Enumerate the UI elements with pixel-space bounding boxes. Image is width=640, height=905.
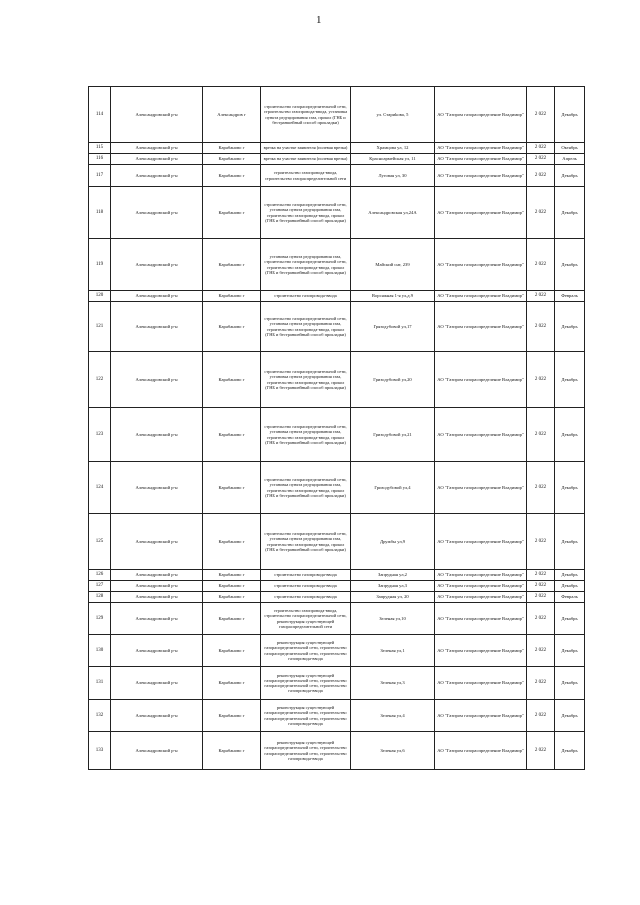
work-type-cell: строительство газораспределительной сети, установка пункта редуцирования газа, строительство газопровода-ввода, прокол (ГНБ и бестраншейный способ прокладки) [261, 514, 351, 570]
owner-cell: АО "Газпром газораспределение Владимир" [435, 570, 527, 581]
district-cell: Александровский р-н [111, 408, 203, 462]
city-cell: Александров г [203, 87, 261, 143]
year-cell: 2 022 [527, 581, 555, 592]
table-row [89, 635, 585, 667]
address-cell: ул. Стариkова, 5 [351, 87, 435, 143]
address-cell: Луговая ул, 30 [351, 165, 435, 187]
month-cell: Декабрь [555, 514, 585, 570]
year-cell: 2 022 [527, 462, 555, 514]
month-cell: Февраль [555, 592, 585, 603]
work-type-cell: строительство газораспределительной сети, строительство газопровода-ввода, установка пункта редуцирования газа, прокол (ГНБ и бестраншейный способ прокладки) [261, 87, 351, 143]
address-cell: Александровская ул,24А [351, 187, 435, 239]
city-cell: Карабаново г [203, 291, 261, 302]
month-cell: Апрель [555, 154, 585, 165]
year-cell: 2 022 [527, 408, 555, 462]
work-type-cell: реконструкция существующей газораспределительной сети, строительство газораспределительной сети, строительство газопровода-ввода [261, 732, 351, 770]
work-type-cell: реконструкция существующей газораспределительной сети, строительство газораспределительной сети, строительство газопровода-ввода [261, 667, 351, 700]
address-cell: Грязодубовой ул,17 [351, 302, 435, 352]
year-cell: 2 022 [527, 239, 555, 291]
city-cell: Карабаново г [203, 667, 261, 700]
year-cell: 2 022 [527, 187, 555, 239]
owner-cell: АО "Газпром газораспределение Владимир" [435, 408, 527, 462]
year-cell: 2 022 [527, 635, 555, 667]
year-cell: 2 022 [527, 291, 555, 302]
address-cell: Гризодубовой ул,20 [351, 352, 435, 408]
district-cell: Александровский р-н [111, 352, 203, 408]
table-row [89, 291, 585, 302]
city-cell: Карабаново г [203, 700, 261, 732]
year-cell: 2 022 [527, 143, 555, 154]
address-cell: Гризодубовой ул,4 [351, 462, 435, 514]
table-row [89, 581, 585, 592]
work-type-cell: строительство газораспределительной сети, установка пункта редуцирования газа, строительство газопровода-ввода, прокол (ГНБ и бестраншейный способ прокладки) [261, 462, 351, 514]
year-cell: 2 022 [527, 352, 555, 408]
district-cell: Александровский р-н [111, 154, 203, 165]
table-row [89, 87, 585, 143]
year-cell: 2 022 [527, 667, 555, 700]
table-row [89, 700, 585, 732]
month-cell: Декабрь [555, 187, 585, 239]
row-number: 130 [89, 635, 111, 667]
owner-cell: АО "Газпром газораспределение Владимир" [435, 514, 527, 570]
owner-cell: АО "Газпром газораспределение Владимир" [435, 302, 527, 352]
district-cell: Александровский р-н [111, 514, 203, 570]
work-type-cell: врезка на участке заявителя (полевая врезка) [261, 143, 351, 154]
owner-cell: АО "Газпром газораспределение Владимир" [435, 239, 527, 291]
table-row [89, 143, 585, 154]
district-cell: Александровский р-н [111, 302, 203, 352]
work-type-cell: строительство газопровода-ввода [261, 291, 351, 302]
owner-cell: АО "Газпром газораспределение Владимир" [435, 603, 527, 635]
owner-cell: АО "Газпром газораспределение Владимир" [435, 462, 527, 514]
table-row [89, 239, 585, 291]
district-cell: Александровский р-н [111, 165, 203, 187]
address-cell: Зеленая ул,1 [351, 635, 435, 667]
row-number: 115 [89, 143, 111, 154]
row-number: 118 [89, 187, 111, 239]
district-cell: Александровский р-н [111, 462, 203, 514]
table-row [89, 302, 585, 352]
city-cell: Карабаново г [203, 732, 261, 770]
year-cell: 2 022 [527, 592, 555, 603]
district-cell: Александровский р-н [111, 239, 203, 291]
city-cell: Карабаново г [203, 143, 261, 154]
row-number: 116 [89, 154, 111, 165]
row-number: 117 [89, 165, 111, 187]
address-cell: Зеленая ул,6 [351, 732, 435, 770]
city-cell: Карабаново г [203, 154, 261, 165]
district-cell: Александровский р-н [111, 700, 203, 732]
month-cell: Декабрь [555, 302, 585, 352]
row-number: 119 [89, 239, 111, 291]
year-cell: 2 022 [527, 302, 555, 352]
gasification-table-container [88, 86, 584, 770]
row-number: 128 [89, 592, 111, 603]
row-number: 126 [89, 570, 111, 581]
month-cell: Декабрь [555, 570, 585, 581]
district-cell: Александровский р-н [111, 187, 203, 239]
city-cell: Карабаново г [203, 570, 261, 581]
month-cell: Декабрь [555, 635, 585, 667]
address-cell: Запрудная ул,3 [351, 581, 435, 592]
city-cell: Карабаново г [203, 603, 261, 635]
work-type-cell: реконструкция существующей газораспределительной сети, строительство газораспределительной сети, строительство газопровода-ввода [261, 700, 351, 732]
address-cell: Гризодубовой ул,21 [351, 408, 435, 462]
row-number: 123 [89, 408, 111, 462]
month-cell: Декабрь [555, 239, 585, 291]
year-cell: 2 022 [527, 700, 555, 732]
city-cell: Карабаново г [203, 239, 261, 291]
city-cell: Карабаново г [203, 187, 261, 239]
district-cell: Александровский р-н [111, 143, 203, 154]
table-row [89, 408, 585, 462]
work-type-cell: реконструкция существующей газораспределительной сети, строительство газораспределительной сети, строительство газопровода-ввода [261, 635, 351, 667]
table-row [89, 187, 585, 239]
city-cell: Карабаново г [203, 352, 261, 408]
row-number: 114 [89, 87, 111, 143]
table-row [89, 352, 585, 408]
address-cell: Зеленая ул,3 [351, 667, 435, 700]
month-cell: Декабрь [555, 700, 585, 732]
month-cell: Декабрь [555, 408, 585, 462]
row-number: 129 [89, 603, 111, 635]
work-type-cell: строительство газопровода-ввода [261, 592, 351, 603]
table-row [89, 592, 585, 603]
address-cell: Ворсяжная 1-я ул,д.9 [351, 291, 435, 302]
owner-cell: АО "Газпром газораспределение Владимир" [435, 635, 527, 667]
owner-cell: АО "Газпром газораспределение Владимир" [435, 700, 527, 732]
district-cell: Александровский р-н [111, 87, 203, 143]
year-cell: 2 022 [527, 514, 555, 570]
address-cell: Запрудная ул, 20 [351, 592, 435, 603]
city-cell: Карабаново г [203, 581, 261, 592]
owner-cell: АО "Газпром газораспределение Владимир" [435, 581, 527, 592]
row-number: 124 [89, 462, 111, 514]
district-cell: Александровский р-н [111, 732, 203, 770]
address-cell: Майский снт, 239 [351, 239, 435, 291]
district-cell: Александровский р-н [111, 570, 203, 581]
row-number: 133 [89, 732, 111, 770]
work-type-cell: строительство газораспределительной сети, установка пункта редуцирования газа, строительство газопровода-ввода, прокол (ГНБ и бестраншейный способ прокладки) [261, 408, 351, 462]
row-number: 125 [89, 514, 111, 570]
table-row [89, 570, 585, 581]
month-cell: Декабрь [555, 87, 585, 143]
work-type-cell: строительство газораспределительной сети, установка пункта редуцирования газа, строительство газопровода-ввода, прокол (ГНБ и бестраншейный способ прокладки) [261, 352, 351, 408]
city-cell: Карабаново г [203, 514, 261, 570]
row-number: 132 [89, 700, 111, 732]
month-cell: Декабрь [555, 581, 585, 592]
owner-cell: АО "Газпром газораспределение Владимир" [435, 352, 527, 408]
year-cell: 2 022 [527, 154, 555, 165]
owner-cell: АО "Газпром газораспределение Владимир" [435, 187, 527, 239]
year-cell: 2 022 [527, 570, 555, 581]
year-cell: 2 022 [527, 603, 555, 635]
city-cell: Карабаново г [203, 408, 261, 462]
table-row [89, 667, 585, 700]
work-type-cell: строительство газораспределительной сети, установка пункта редуцирования газа, строительство газопровода-ввода, прокол (ГНБ и бестраншейный способ прокладки) [261, 302, 351, 352]
work-type-cell: строительство газопровода-ввода, строительство газораспределительной сети [261, 165, 351, 187]
address-cell: Запрудная ул,2 [351, 570, 435, 581]
row-number: 121 [89, 302, 111, 352]
row-number: 120 [89, 291, 111, 302]
city-cell: Карабаново г [203, 592, 261, 603]
table-row [89, 154, 585, 165]
address-cell: Храмцова ул, 12 [351, 143, 435, 154]
address-cell: Зеленая ул,4 [351, 700, 435, 732]
district-cell: Александровский р-н [111, 603, 203, 635]
address-cell: Красноармейская ул, 11 [351, 154, 435, 165]
owner-cell: АО "Газпром газораспределение Владимир" [435, 143, 527, 154]
owner-cell: АО "Газпром газораспределение Владимир" [435, 87, 527, 143]
month-cell: Декабрь [555, 165, 585, 187]
month-cell: Декабрь [555, 462, 585, 514]
table-row [89, 603, 585, 635]
work-type-cell: строительство газопровода-ввода [261, 570, 351, 581]
table-row [89, 165, 585, 187]
district-cell: Александровский р-н [111, 291, 203, 302]
city-cell: Карабаново г [203, 302, 261, 352]
address-cell: Дружбы ул,9 [351, 514, 435, 570]
work-type-cell: строительство газораспределительной сети, установка пункта редуцирования газа, строительство газопровода-ввода, прокол (ГНБ и бестраншейный способ прокладки) [261, 187, 351, 239]
district-cell: Александровский р-н [111, 635, 203, 667]
owner-cell: АО "Газпром газораспределение Владимир" [435, 592, 527, 603]
row-number: 127 [89, 581, 111, 592]
work-type-cell: врезка на участке заявителя (полевая врезка) [261, 154, 351, 165]
district-cell: Александровский р-н [111, 581, 203, 592]
table-row [89, 732, 585, 770]
city-cell: Карабаново г [203, 635, 261, 667]
month-cell: Декабрь [555, 603, 585, 635]
page-number: 1 [316, 14, 322, 26]
year-cell: 2 022 [527, 732, 555, 770]
district-cell: Александровский р-н [111, 592, 203, 603]
month-cell: Декабрь [555, 732, 585, 770]
month-cell: Февраль [555, 291, 585, 302]
row-number: 131 [89, 667, 111, 700]
district-cell: Александровский р-н [111, 667, 203, 700]
month-cell: Декабрь [555, 667, 585, 700]
owner-cell: АО "Газпром газораспределение Владимир" [435, 667, 527, 700]
city-cell: Карабаново г [203, 462, 261, 514]
owner-cell: АО "Газпром газораспределение Владимир" [435, 732, 527, 770]
owner-cell: АО "Газпром газораспределение Владимир" [435, 291, 527, 302]
row-number: 122 [89, 352, 111, 408]
address-cell: Зеленая ул,10 [351, 603, 435, 635]
month-cell: Октябрь [555, 143, 585, 154]
month-cell: Декабрь [555, 352, 585, 408]
year-cell: 2 022 [527, 165, 555, 187]
work-type-cell: установка пункта редуцирования газа, строительство газораспределительной сети, строительство газопровода-ввода, прокол (ГНБ и бестраншейный способ прокладки) [261, 239, 351, 291]
table-row [89, 514, 585, 570]
gasification-table [88, 86, 585, 770]
city-cell: Карабаново г [203, 165, 261, 187]
work-type-cell: строительство газопровода-ввода, строительство газораспределительной сети, реконструкция существующей газораспределительной сети [261, 603, 351, 635]
owner-cell: АО "Газпром газораспределение Владимир" [435, 154, 527, 165]
table-body [89, 87, 585, 770]
year-cell: 2 022 [527, 87, 555, 143]
work-type-cell: строительство газопровода-ввода [261, 581, 351, 592]
owner-cell: АО "Газпром газораспределение Владимир" [435, 165, 527, 187]
table-row [89, 462, 585, 514]
